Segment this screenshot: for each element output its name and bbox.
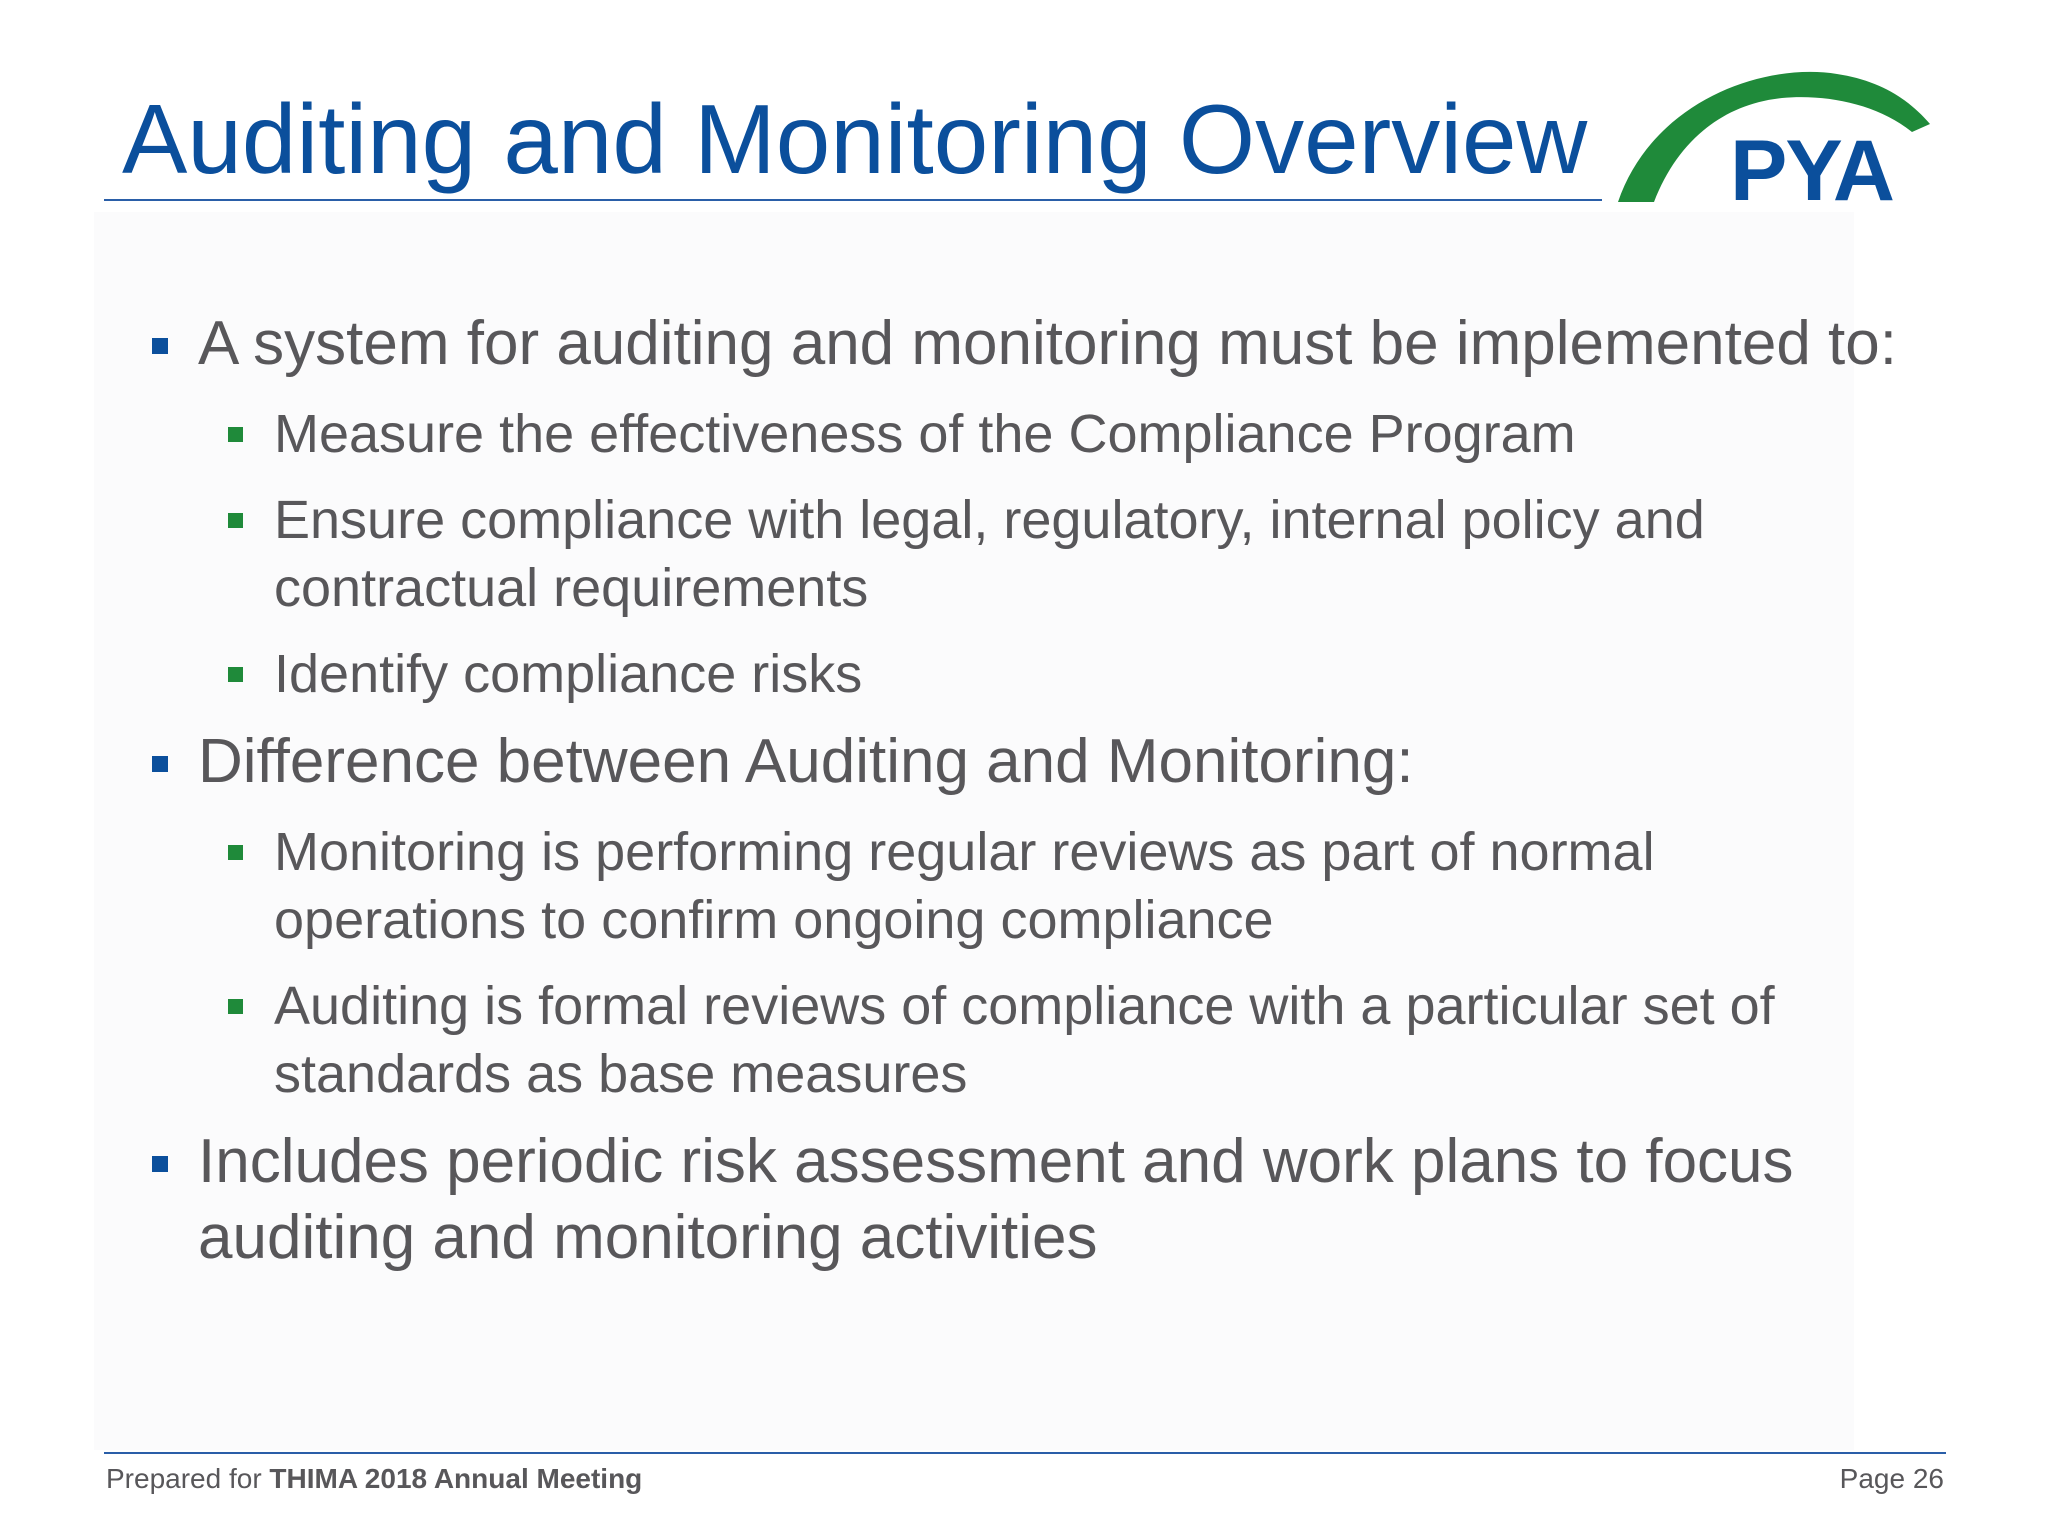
footer-prepared-for — [106, 1463, 642, 1495]
slide-title: Auditing and Monitoring Overview — [122, 84, 1588, 194]
bullet-text: Includes periodic risk assessment and work plans to focus auditing and monitoring activities — [198, 1127, 1794, 1272]
sub-bullet-text: Monitoring is performing regular reviews as part of normal operations to confirm ongoing compliance — [274, 822, 1655, 950]
footer-rule — [104, 1452, 1946, 1454]
pya-logo-text: PYA — [1730, 123, 1893, 212]
bullet-item — [198, 1124, 1858, 1276]
bullet-item — [198, 306, 1938, 382]
square-bullet-icon — [228, 667, 243, 682]
bullet-text: Difference between Auditing and Monitoring: — [198, 727, 1414, 796]
page-number: Page 26 — [1839, 1463, 1944, 1494]
sub-bullet-item — [274, 972, 1914, 1108]
footer-event: THIMA 2018 Annual Meeting — [269, 1463, 643, 1494]
sub-bullet-item — [274, 640, 1874, 708]
square-bullet-icon — [152, 338, 168, 354]
square-bullet-icon — [228, 845, 243, 860]
sub-bullet-text: Measure the effectiveness of the Compliance Program — [274, 404, 1576, 464]
footer-prefix: Prepared for — [106, 1463, 270, 1494]
sub-bullet-text: Identify compliance risks — [274, 644, 863, 704]
square-bullet-icon — [152, 756, 168, 772]
title-underline — [104, 199, 1602, 201]
sub-bullet-text: Auditing is formal reviews of compliance with a particular set of standards as base measures — [274, 976, 1775, 1104]
sub-bullet-item — [274, 400, 1874, 468]
square-bullet-icon — [152, 1156, 168, 1172]
sub-bullet-item — [274, 486, 1834, 622]
bullet-item — [198, 724, 1938, 800]
square-bullet-icon — [228, 427, 243, 442]
sub-bullet-text: Ensure compliance with legal, regulatory, internal policy and contractual requirements — [274, 490, 1705, 618]
bullet-text: A system for auditing and monitoring must be implemented to: — [198, 309, 1897, 378]
sub-bullet-item — [274, 818, 1804, 954]
square-bullet-icon — [228, 513, 243, 528]
square-bullet-icon — [228, 999, 243, 1014]
pya-logo — [1612, 62, 1952, 212]
